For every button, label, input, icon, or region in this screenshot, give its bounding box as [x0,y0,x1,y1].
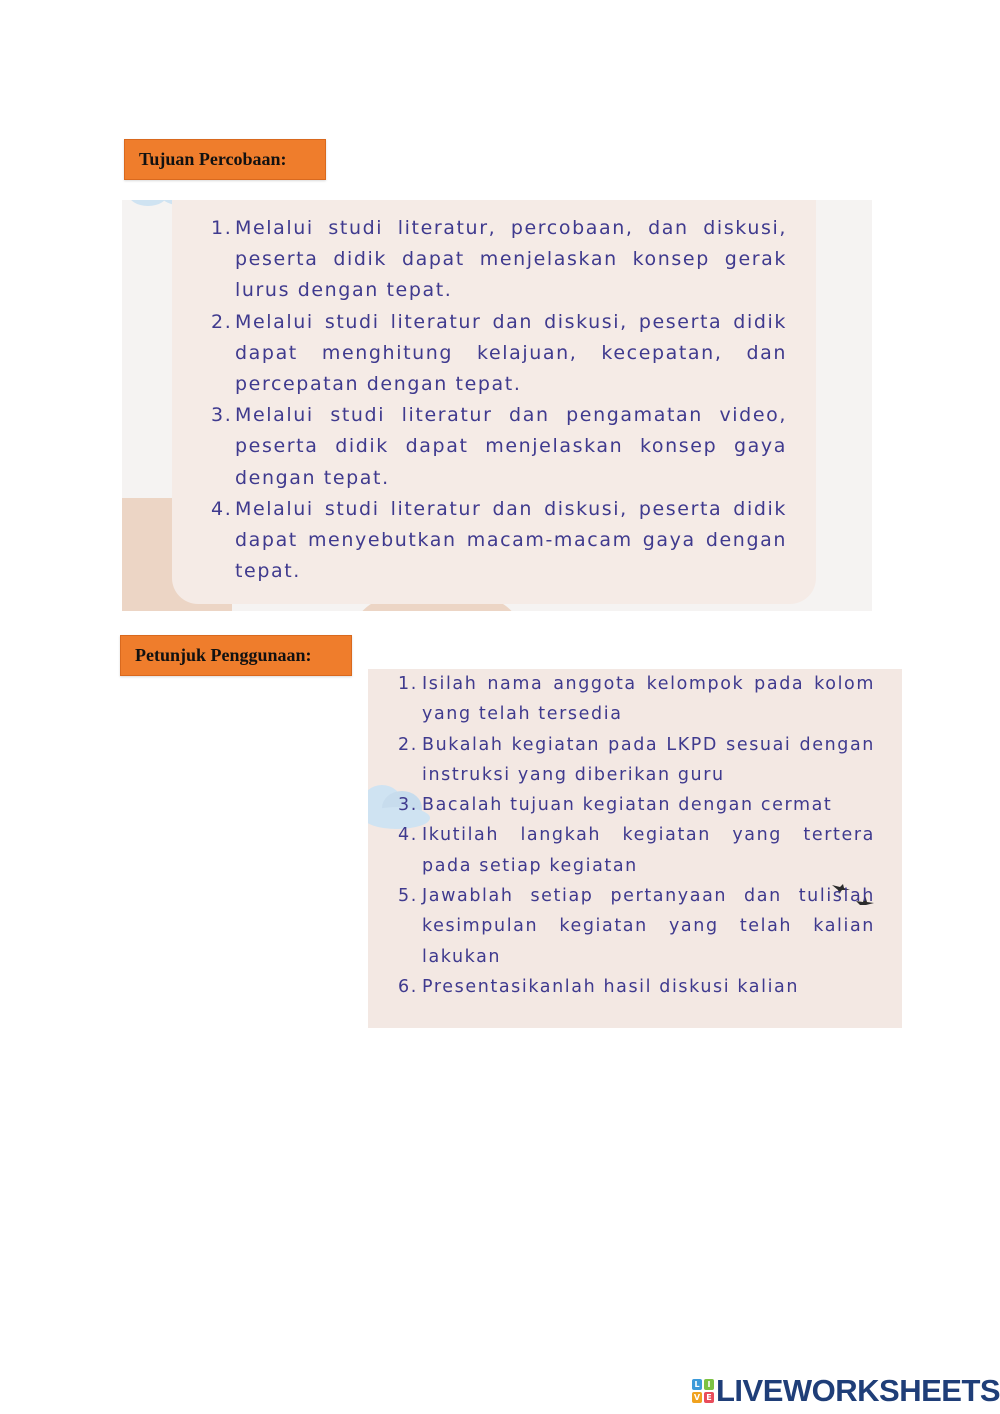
tujuan-percobaan-label [124,139,326,180]
item-number: 1. [398,674,418,694]
cloud-decoration [128,200,168,206]
item-text: Bacalah tujuan kegiatan dengan cermat [422,795,833,816]
list-item [211,307,787,401]
list-item [398,730,875,791]
item-text: Melalui studi literatur dan diskusi, peserta didik dapat menghitung kelajuan, kecepatan, dan percepatan dengan tepat. [235,310,787,396]
item-text: Melalui studi literatur, percobaan, dan diskusi, peserta didik dapat menjelaskan konsep gerak lurus dengan tepat. [235,217,787,302]
tujuan-percobaan-title: Tujuan Percobaan: [139,149,287,169]
tujuan-list [211,213,787,587]
list-item [211,213,787,307]
item-text: Melalui studi literatur dan diskusi, peserta didik dapat menyebutkan macam-macam gaya dengan tepat. [235,497,787,583]
petunjuk-penggunaan-title: Petunjuk Penggunaan: [135,645,312,665]
list-item [211,494,787,588]
logo-tile-e: E [704,1392,714,1403]
item-number: 4. [211,497,233,520]
tujuan-percobaan-panel [122,200,872,611]
item-number: 2. [211,310,233,333]
list-item [398,790,875,820]
list-item [398,820,875,881]
logo-tile-v: V [693,1393,701,1402]
item-text: Ikutilah langkah kegiatan yang tertera pada setiap kegiatan [422,825,875,876]
list-item [398,669,875,730]
item-number: 5. [398,886,418,907]
item-number: 3. [398,795,418,816]
item-number: 4. [398,825,418,846]
item-text: Melalui studi literatur dan pengamatan video, peserta didik dapat menjelaskan konsep gaya dengan tepat. [235,404,787,489]
liveworksheets-logo-icon [692,1379,714,1403]
item-number: 1. [211,217,233,239]
logo-tile-l: L [692,1379,702,1390]
item-text: Bukalah kegiatan pada LKPD sesuai dengan instruksi yang diberikan guru [422,734,875,785]
liveworksheets-logo [692,1372,1000,1410]
item-text: Presentasikanlah hasil diskusi kalian [422,976,800,997]
item-text: Jawablah setiap pertanyaan dan tulislah kesimpulan kegiatan yang telah kalian lakukan [422,886,875,967]
petunjuk-list [398,669,875,1002]
list-item [398,972,875,1002]
logo-tile-i: I [704,1379,714,1390]
list-item [211,400,787,494]
petunjuk-penggunaan-panel [368,669,902,1028]
item-text: Isilah nama anggota kelompok pada kolom yang telah tersedia [422,674,875,725]
petunjuk-penggunaan-label [120,635,352,676]
liveworksheets-logo-text: LIVEWORKSHEETS [716,1373,1000,1408]
item-number: 6. [398,976,418,997]
list-item [398,881,875,972]
item-number: 3. [211,404,233,427]
item-number: 2. [398,734,418,755]
